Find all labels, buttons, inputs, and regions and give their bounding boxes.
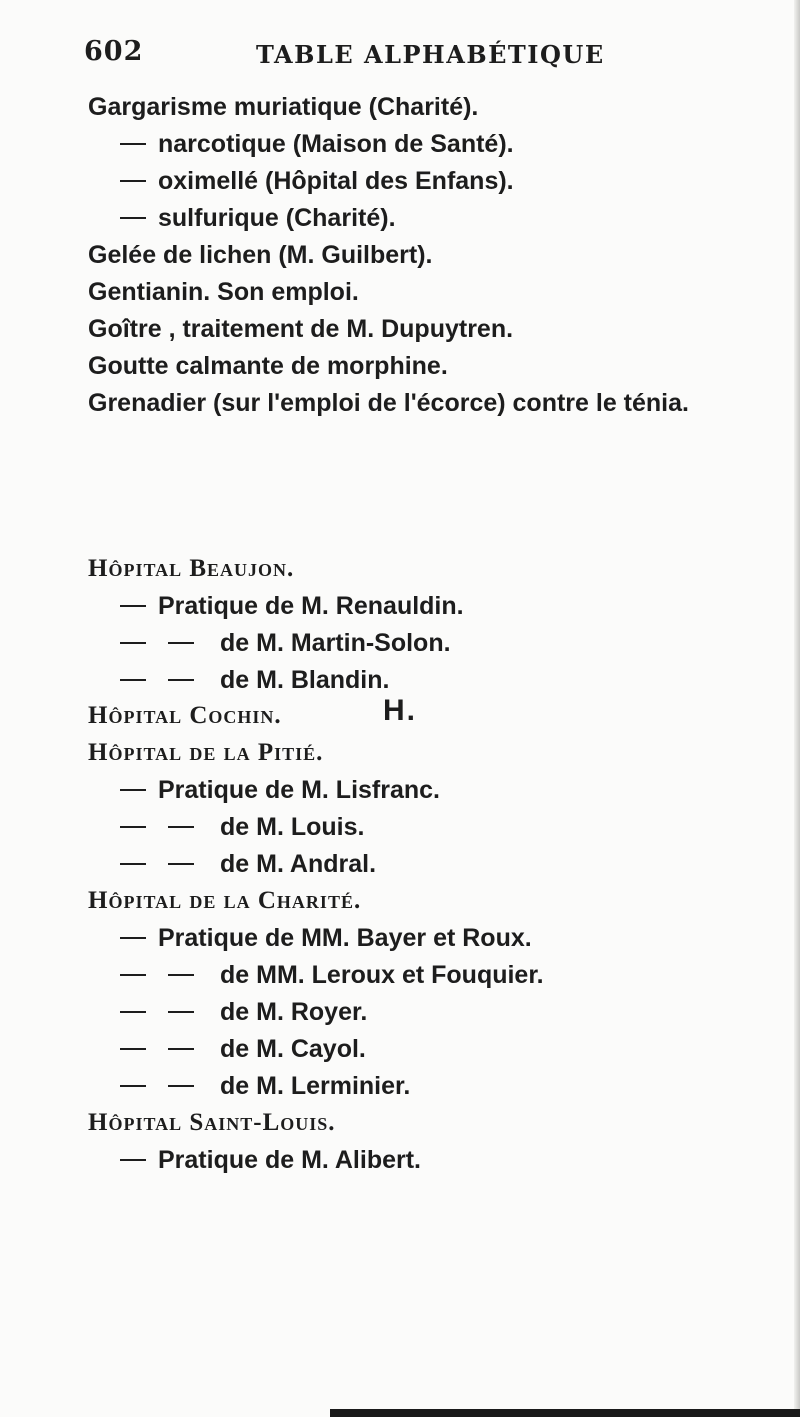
page-number: 602 xyxy=(84,36,144,67)
entry-label: Pratique de M. Renauldin. xyxy=(158,592,464,620)
page-header xyxy=(84,36,784,86)
ditto-dash xyxy=(120,217,146,219)
entry-label: de M. Lerminier. xyxy=(220,1072,411,1100)
ditto-dash xyxy=(168,1011,194,1013)
ditto-dash xyxy=(120,1048,146,1050)
running-title: TABLE ALPHABÉTIQUE xyxy=(256,40,605,69)
entry-label: de M. Martin-Solon. xyxy=(220,629,451,657)
index-entry xyxy=(120,807,364,847)
index-entry xyxy=(120,1140,421,1180)
index-entry xyxy=(120,623,451,663)
index-entry xyxy=(120,660,389,700)
entry-label: de M. Cayol. xyxy=(220,1035,366,1063)
ditto-dash xyxy=(168,1048,194,1050)
entry-label: Goutte calmante de morphine. xyxy=(88,352,448,380)
ditto-dash xyxy=(168,974,194,976)
entry-label: sulfurique (Charité). xyxy=(158,204,396,232)
ditto-dash xyxy=(120,974,146,976)
entry-label: Hôpital Beaujon. xyxy=(88,555,295,582)
ditto-dash xyxy=(120,679,146,681)
ditto-dash xyxy=(120,789,146,791)
index-entry xyxy=(88,383,689,423)
ditto-dash xyxy=(120,937,146,939)
entry-label: Gargarisme muriatique (Charité). xyxy=(88,93,479,121)
ditto-dash xyxy=(168,826,194,828)
entry-label: narcotique (Maison de Santé). xyxy=(158,130,514,158)
index-entry xyxy=(120,844,376,884)
entry-label: de MM. Leroux et Fouquier. xyxy=(220,961,544,989)
entry-label: de M. Royer. xyxy=(220,998,368,1026)
entry-label: Gelée de lichen (M. Guilbert). xyxy=(88,241,433,269)
index-entry xyxy=(88,881,361,921)
ditto-dash xyxy=(120,605,146,607)
ditto-dash xyxy=(120,1011,146,1013)
index-entry xyxy=(120,955,544,995)
entry-label: de M. Louis. xyxy=(220,813,365,841)
section-heading: H. xyxy=(383,694,417,727)
index-entry xyxy=(120,124,514,164)
ditto-dash xyxy=(168,863,194,865)
index-entry xyxy=(88,346,448,386)
index-entry xyxy=(88,696,282,736)
index-entry xyxy=(88,1103,336,1143)
entry-label: Goître , traitement de M. Dupuytren. xyxy=(88,315,514,343)
index-entry xyxy=(120,198,396,238)
index-entry xyxy=(120,770,440,810)
entry-label: Grenadier (sur l'emploi de l'écorce) contre le ténia. xyxy=(88,389,689,417)
entry-label: oximellé (Hôpital des Enfans). xyxy=(158,167,514,195)
ditto-dash xyxy=(120,180,146,182)
ditto-dash xyxy=(120,1159,146,1161)
index-entry xyxy=(120,1029,366,1069)
index-entry xyxy=(88,549,294,589)
ditto-dash xyxy=(168,642,194,644)
ditto-dash xyxy=(120,863,146,865)
ditto-dash xyxy=(120,642,146,644)
index-entry xyxy=(88,733,323,773)
entry-label: Gentianin. Son emploi. xyxy=(88,278,359,306)
index-entry xyxy=(88,235,433,275)
entry-label: Hôpital de la Charité. xyxy=(88,887,362,914)
index-entry xyxy=(120,992,367,1032)
index-entry xyxy=(120,1066,410,1106)
entry-label: de M. Andral. xyxy=(220,850,377,878)
page-edge-shadow xyxy=(794,0,800,1417)
page-bottom-edge xyxy=(330,1409,800,1417)
index-entry xyxy=(120,161,514,201)
ditto-dash xyxy=(168,1085,194,1087)
entry-label: Pratique de M. Lisfranc. xyxy=(158,776,441,804)
entry-label: Hôpital Saint-Louis. xyxy=(88,1109,336,1136)
index-entry xyxy=(120,918,532,958)
entry-label: de M. Blandin. xyxy=(220,666,390,694)
ditto-dash xyxy=(168,679,194,681)
entry-label: Hôpital de la Pitié. xyxy=(88,739,324,766)
ditto-dash xyxy=(120,143,146,145)
entry-label: Pratique de M. Alibert. xyxy=(158,1146,422,1174)
entry-label: Hôpital Cochin. xyxy=(88,702,282,729)
index-entry xyxy=(88,87,478,127)
index-entry xyxy=(88,309,513,349)
ditto-dash xyxy=(120,826,146,828)
entry-label: Pratique de MM. Bayer et Roux. xyxy=(158,924,532,952)
index-entry xyxy=(120,586,464,626)
ditto-dash xyxy=(120,1085,146,1087)
index-entry xyxy=(88,272,359,312)
